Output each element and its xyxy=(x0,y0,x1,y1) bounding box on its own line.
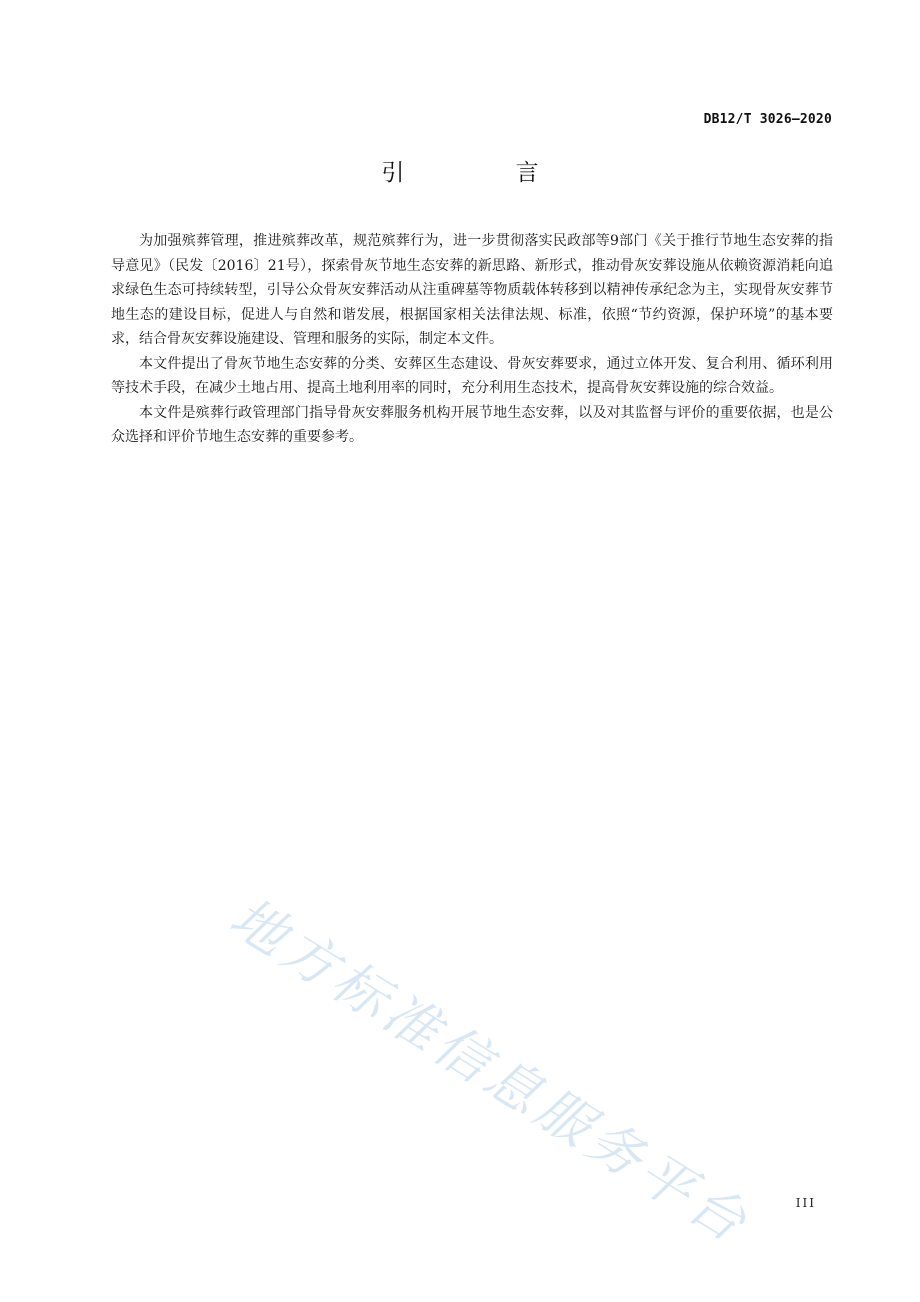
paragraph-3: 本文件是殡葬行政管理部门指导骨灰安葬服务机构开展节地生态安葬，以及对其监督与评价的重要依据，也是公众选择和评价节地生态安葬的重要参考。 xyxy=(111,404,833,445)
paragraph-2: 本文件提出了骨灰节地生态安葬的分类、安葬区生态建设、骨灰安葬要求，通过立体开发、复合利用、循环利用等技术手段，在减少土地占用、提高土地利用率的同时，充分利用生态技术，提高骨灰安葬设施的综合效益。 xyxy=(111,355,833,396)
paragraph-1: 为加强殡葬管理，推进殡葬改革，规范殡葬行为，进一步贯彻落实民政部等9部门《关于推行节地生态安葬的指导意见》（民发〔2016〕21号），探索骨灰节地生态安葬的新思路、新形式，推动骨灰安葬设施从依赖资源消耗向追求绿色生态可持续转型，引导公众骨灰安葬活动从注重碑墓等物质载体转移到以精神传承纪念为主，实现骨灰安葬节地生态的建设目标，促进人与自然和谐发展，根据国家相关法律法规、标准，依照“节约资源，保护环境”的基本要求，结合骨灰安葬设施建设、管理和服务的实际，制定本文件。 xyxy=(111,233,833,347)
page-title: 引 言 xyxy=(381,160,591,186)
standard-number: DB12/T 3026—2020 xyxy=(703,112,832,127)
watermark: 地方标准信息服务平台 xyxy=(219,885,762,1257)
body-text xyxy=(111,229,833,450)
page-number: III xyxy=(795,1196,816,1210)
